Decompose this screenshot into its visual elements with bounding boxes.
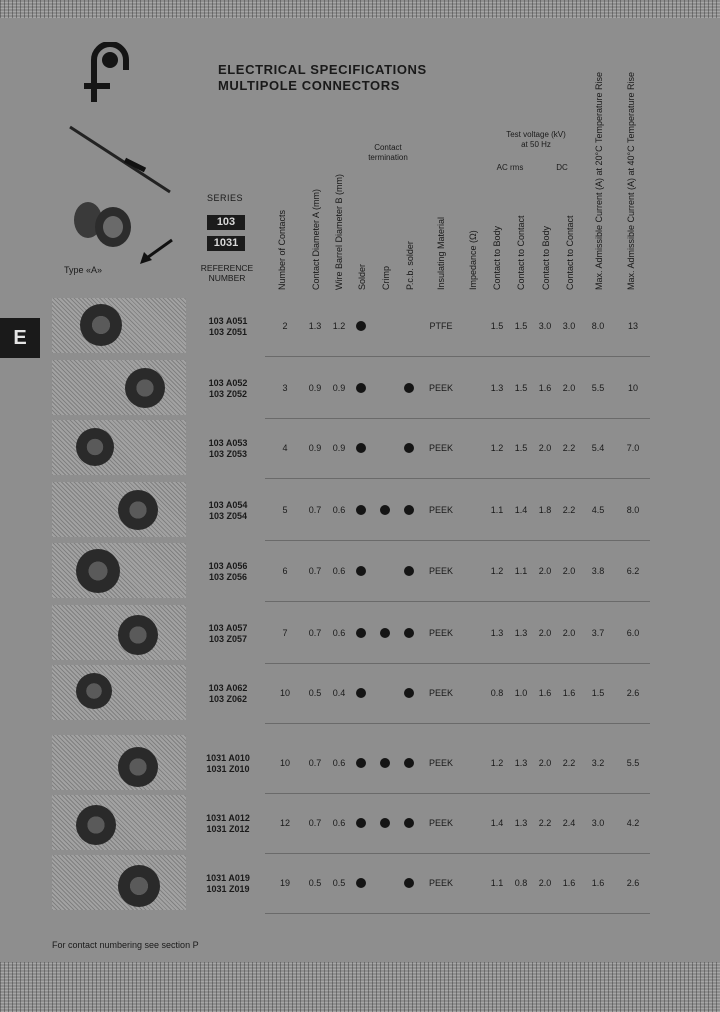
dot-solder-icon [356, 878, 366, 888]
connector-face-icon [80, 304, 122, 346]
cell-barrel-dia: 0.6 [332, 566, 346, 576]
cell-contact-dia: 0.5 [308, 688, 322, 698]
reference-number [198, 500, 258, 522]
col-crimp: Crimp [381, 266, 391, 290]
connector-face-icon [76, 428, 114, 466]
ac-heading: AC rms [496, 163, 524, 172]
cell-dc-contact: 1.6 [562, 688, 576, 698]
cell-barrel-dia: 0.6 [332, 758, 346, 768]
reference-label-line-1: REFERENCE [200, 263, 254, 273]
reference-number-a: 103 A052 [208, 378, 248, 388]
section-tab-e: E [0, 318, 40, 358]
dot-pcb-icon [404, 566, 414, 576]
row-divider [265, 793, 650, 794]
cell-ac-body: 1.1 [490, 505, 504, 515]
cell-material: PEEK [428, 688, 453, 698]
connector-face-illustration [52, 482, 186, 537]
connector-face-icon [125, 368, 165, 408]
cell-contacts: 6 [282, 566, 288, 576]
reference-number-z: 103 Z054 [208, 511, 248, 521]
cell-barrel-dia: 0.6 [332, 818, 346, 828]
cell-dc-body: 1.6 [538, 688, 552, 698]
col-dc-contact-to-body: Contact to Body [541, 225, 551, 290]
dot-crimp-icon [380, 628, 390, 638]
reference-number-z: 103 Z052 [208, 389, 248, 399]
cell-dc-body: 1.8 [538, 505, 552, 515]
connector-face-icon [118, 747, 158, 787]
reference-number-a: 1031 A019 [206, 873, 250, 883]
reference-number-label [198, 263, 256, 283]
cell-i20: 3.7 [591, 628, 605, 638]
cell-contact-dia: 0.7 [308, 505, 322, 515]
cell-dc-contact: 3.0 [562, 321, 576, 331]
test-voltage-heading-line-2: at 50 Hz [521, 140, 551, 149]
cell-contact-dia: 0.7 [308, 566, 322, 576]
dot-solder-icon [356, 566, 366, 576]
cell-barrel-dia: 0.4 [332, 688, 346, 698]
dot-crimp-icon [380, 505, 390, 515]
cell-ac-body: 1.4 [490, 818, 504, 828]
cell-material: PEEK [428, 818, 453, 828]
cell-dc-contact: 1.6 [562, 878, 576, 888]
reference-number-a: 1031 A010 [206, 753, 250, 763]
cell-barrel-dia: 0.9 [332, 383, 346, 393]
footer-note: For contact numbering see section P [52, 940, 199, 950]
cell-dc-body: 2.0 [538, 566, 552, 576]
connector-face-icon [118, 615, 158, 655]
reference-number-z: 1031 Z019 [206, 884, 250, 894]
cell-i40: 5.5 [626, 758, 640, 768]
reference-number [198, 561, 258, 583]
row-divider [265, 478, 650, 479]
cell-dc-body: 2.2 [538, 818, 552, 828]
connector-face-illustration [52, 795, 186, 850]
reference-number-z: 1031 Z010 [206, 764, 250, 774]
cell-dc-contact: 2.4 [562, 818, 576, 828]
reference-number [198, 813, 258, 835]
cell-dc-body: 2.0 [538, 443, 552, 453]
reference-number-z: 103 Z051 [208, 327, 248, 337]
dot-solder-icon [356, 688, 366, 698]
connector-face-illustration [52, 855, 186, 910]
row-divider [265, 853, 650, 854]
cell-i20: 3.2 [591, 758, 605, 768]
cell-i40: 6.2 [626, 566, 640, 576]
cell-dc-contact: 2.2 [562, 505, 576, 515]
cell-i20: 1.5 [591, 688, 605, 698]
page-title [218, 62, 427, 94]
cell-barrel-dia: 0.9 [332, 443, 346, 453]
cell-contact-dia: 0.9 [308, 443, 322, 453]
reference-number-a: 103 A056 [208, 561, 248, 571]
reference-number-z: 103 Z056 [208, 572, 248, 582]
cell-i40: 10 [627, 383, 638, 393]
connector-cable-illustration [65, 122, 180, 197]
cell-contacts: 4 [282, 443, 288, 453]
series-badge-103: 103 [207, 215, 245, 230]
reference-number-a: 103 A051 [208, 316, 248, 326]
connector-face-illustration [52, 360, 186, 415]
reference-number-a: 1031 A012 [206, 813, 250, 823]
cell-contacts: 2 [282, 321, 288, 331]
dot-solder-icon [356, 628, 366, 638]
cell-contacts: 7 [282, 628, 288, 638]
connector-face-icon [76, 673, 112, 709]
cell-i40: 13 [627, 321, 638, 331]
dot-pcb-icon [404, 383, 414, 393]
cell-material: PEEK [428, 383, 453, 393]
top-noise-band [0, 0, 720, 18]
connector-face-icon [118, 865, 160, 907]
cell-contacts: 10 [279, 688, 290, 698]
cell-material: PEEK [428, 878, 453, 888]
dot-solder-icon [356, 321, 366, 331]
cell-ac-body: 1.3 [490, 383, 504, 393]
connector-face-illustration [52, 420, 186, 475]
cell-i20: 5.5 [591, 383, 605, 393]
cell-contact-dia: 0.5 [308, 878, 322, 888]
cell-dc-contact: 2.0 [562, 383, 576, 393]
reference-number [198, 438, 258, 460]
cell-ac-contact: 1.5 [514, 321, 528, 331]
reference-number-z: 103 Z053 [208, 449, 248, 459]
cell-contact-dia: 1.3 [308, 321, 322, 331]
cell-ac-contact: 1.5 [514, 443, 528, 453]
cell-contacts: 5 [282, 505, 288, 515]
reference-number-a: 103 A057 [208, 623, 248, 633]
series-label: SERIES [207, 193, 244, 203]
col-ac-contact-to-contact: Contact to Contact [516, 215, 526, 290]
cell-i20: 5.4 [591, 443, 605, 453]
cell-material: PEEK [428, 758, 453, 768]
cell-ac-contact: 1.1 [514, 566, 528, 576]
dot-pcb-icon [404, 443, 414, 453]
cell-i40: 6.0 [626, 628, 640, 638]
dot-solder-icon [356, 383, 366, 393]
connector-face-illustration [52, 298, 186, 353]
reference-number-z: 103 Z062 [208, 694, 248, 704]
row-divider [265, 723, 650, 724]
col-current-20c: Max. Admissible Current (A) at 20°C Temperature Rise [594, 71, 604, 290]
row-divider [265, 663, 650, 664]
cell-contact-dia: 0.9 [308, 383, 322, 393]
dot-pcb-icon [404, 818, 414, 828]
type-label: Type «A» [64, 265, 103, 275]
dot-pcb-icon [404, 878, 414, 888]
cell-ac-body: 1.2 [490, 443, 504, 453]
dot-pcb-icon [404, 505, 414, 515]
cell-barrel-dia: 0.6 [332, 628, 346, 638]
dot-pcb-icon [404, 628, 414, 638]
cell-ac-body: 1.2 [490, 758, 504, 768]
dot-solder-icon [356, 505, 366, 515]
cell-ac-body: 1.2 [490, 566, 504, 576]
col-wire-barrel-diameter: Wire Barrel Diameter B (mm) [334, 173, 344, 290]
cell-ac-contact: 1.3 [514, 628, 528, 638]
cell-i40: 7.0 [626, 443, 640, 453]
cell-dc-body: 1.6 [538, 383, 552, 393]
cell-i20: 3.8 [591, 566, 605, 576]
title-line-2: MULTIPOLE CONNECTORS [218, 78, 400, 93]
cell-contacts: 3 [282, 383, 288, 393]
col-ac-contact-to-body: Contact to Body [492, 225, 502, 290]
cell-i20: 1.6 [591, 878, 605, 888]
cell-contact-dia: 0.7 [308, 758, 322, 768]
row-divider [265, 356, 650, 357]
cell-contacts: 19 [279, 878, 290, 888]
reference-number [198, 683, 258, 705]
cell-material: PEEK [428, 566, 453, 576]
col-solder: Solder [357, 263, 367, 290]
row-divider [265, 913, 650, 914]
col-pcb-solder: P.c.b. solder [405, 241, 415, 290]
cell-i40: 2.6 [626, 688, 640, 698]
cell-i40: 8.0 [626, 505, 640, 515]
connector-face-illustration [52, 665, 186, 720]
dot-pcb-icon [404, 688, 414, 698]
cell-dc-body: 2.0 [538, 878, 552, 888]
termination-group-heading [358, 143, 418, 163]
reference-number [198, 753, 258, 775]
reference-number [198, 623, 258, 645]
reference-number-a: 103 A062 [208, 683, 248, 693]
cell-material: PTFE [429, 321, 453, 331]
cell-contacts: 10 [279, 758, 290, 768]
cell-ac-body: 1.1 [490, 878, 504, 888]
termination-heading-line-2: termination [368, 153, 408, 162]
row-divider [265, 601, 650, 602]
connector-face-icon [76, 805, 116, 845]
cell-dc-body: 2.0 [538, 758, 552, 768]
cell-ac-contact: 1.0 [514, 688, 528, 698]
cell-ac-body: 1.5 [490, 321, 504, 331]
dot-solder-icon [356, 818, 366, 828]
reference-number-z: 1031 Z012 [206, 824, 250, 834]
col-impedance: Impedance (Ω) [468, 230, 478, 290]
cell-dc-contact: 2.0 [562, 628, 576, 638]
company-logo [80, 42, 138, 104]
test-voltage-heading-line-1: Test voltage (kV) [506, 130, 566, 139]
col-dc-contact-to-contact: Contact to Contact [565, 215, 575, 290]
connector-face-icon [76, 549, 120, 593]
row-divider [265, 418, 650, 419]
col-contact-diameter: Contact Diameter A (mm) [311, 188, 321, 290]
cell-ac-contact: 1.5 [514, 383, 528, 393]
dot-crimp-icon [380, 758, 390, 768]
cell-material: PEEK [428, 505, 453, 515]
connector-face-illustration [52, 543, 186, 598]
connector-face-icon [118, 490, 158, 530]
col-insulating-material: Insulating Material [436, 216, 446, 290]
series-badge-1031: 1031 [207, 236, 245, 251]
cell-ac-contact: 1.3 [514, 818, 528, 828]
cell-i20: 8.0 [591, 321, 605, 331]
cell-dc-body: 3.0 [538, 321, 552, 331]
col-number-of-contacts: Number of Contacts [277, 209, 287, 290]
cell-barrel-dia: 0.5 [332, 878, 346, 888]
reference-label-line-2: NUMBER [208, 273, 246, 283]
cell-ac-body: 1.3 [490, 628, 504, 638]
col-current-40c: Max. Admissible Current (A) at 40°C Temperature Rise [626, 71, 636, 290]
bottom-noise-band [0, 962, 720, 1012]
termination-heading-line-1: Contact [374, 143, 402, 152]
dot-solder-icon [356, 443, 366, 453]
cell-dc-contact: 2.2 [562, 758, 576, 768]
arrow-icon [138, 238, 174, 266]
cell-contact-dia: 0.7 [308, 818, 322, 828]
cell-dc-body: 2.0 [538, 628, 552, 638]
cell-contacts: 12 [279, 818, 290, 828]
cell-material: PEEK [428, 443, 453, 453]
cell-i20: 3.0 [591, 818, 605, 828]
reference-number-a: 103 A054 [208, 500, 248, 510]
dot-pcb-icon [404, 758, 414, 768]
dc-heading: DC [556, 163, 568, 172]
title-line-1: ELECTRICAL SPECIFICATIONS [218, 62, 427, 77]
cell-ac-contact: 1.3 [514, 758, 528, 768]
reference-number [198, 873, 258, 895]
row-divider [265, 540, 650, 541]
dot-solder-icon [356, 758, 366, 768]
connector-face-illustration [52, 605, 186, 660]
reference-number-a: 103 A053 [208, 438, 248, 448]
cell-ac-body: 0.8 [490, 688, 504, 698]
cell-barrel-dia: 1.2 [332, 321, 346, 331]
cell-contact-dia: 0.7 [308, 628, 322, 638]
cell-barrel-dia: 0.6 [332, 505, 346, 515]
cell-ac-contact: 1.4 [514, 505, 528, 515]
cell-material: PEEK [428, 628, 453, 638]
dot-crimp-icon [380, 818, 390, 828]
cell-dc-contact: 2.2 [562, 443, 576, 453]
cell-i40: 4.2 [626, 818, 640, 828]
test-voltage-group-heading [486, 130, 586, 150]
reference-number [198, 316, 258, 338]
cell-i20: 4.5 [591, 505, 605, 515]
cell-ac-contact: 0.8 [514, 878, 528, 888]
reference-number-z: 103 Z057 [208, 634, 248, 644]
connector-face-illustration [52, 735, 186, 790]
connector-plug-illustration [68, 195, 138, 255]
cell-i40: 2.6 [626, 878, 640, 888]
reference-number [198, 378, 258, 400]
cell-dc-contact: 2.0 [562, 566, 576, 576]
